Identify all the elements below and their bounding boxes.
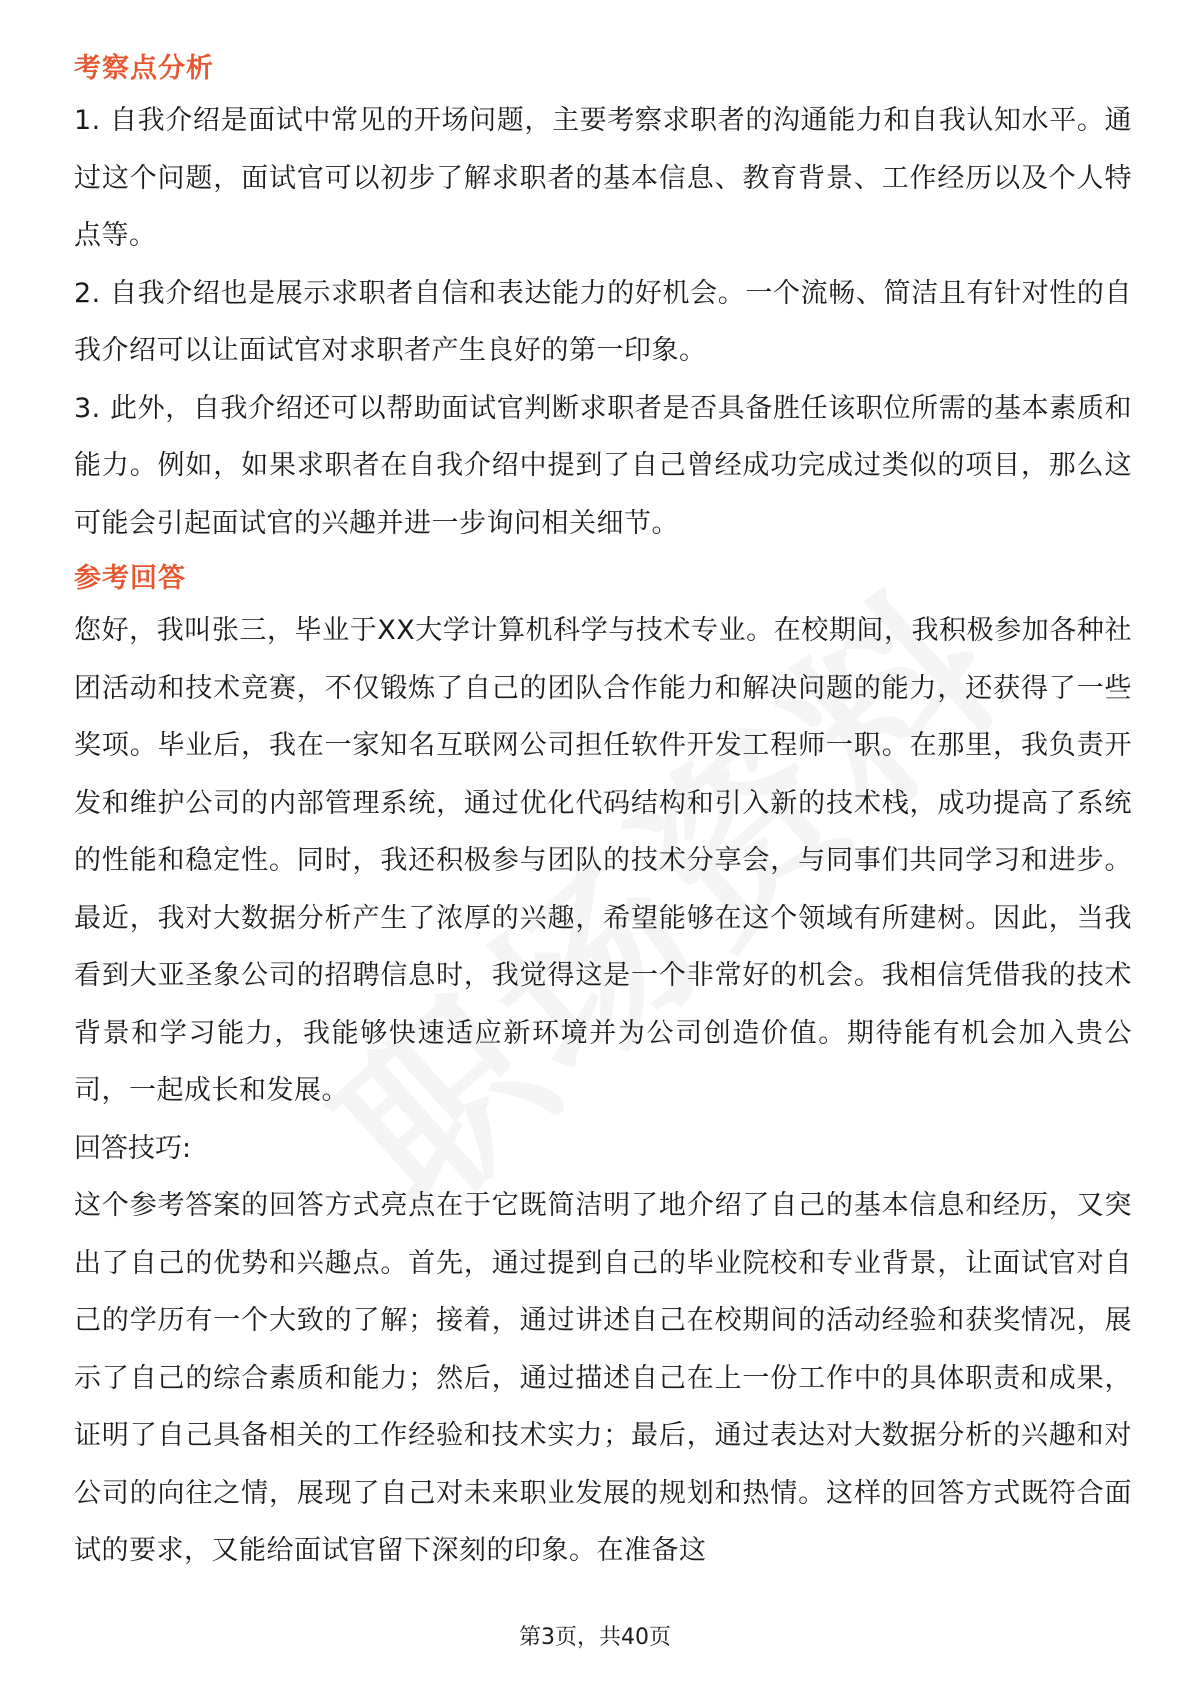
analysis-heading: 考察点分析 <box>74 53 214 84</box>
analysis-point-3: 3. 此外，自我介绍还可以帮助面试官判断求职者是否具备胜任该职位所需的基本素质和能力。例如，如果求职者在自我介绍中提到了自己曾经成功完成过类似的项目，那么这可能会引起面试官的兴趣并进一步询问相关细节。 <box>74 392 1132 539</box>
analysis-point-2: 2. 自我介绍也是展示求职者自信和表达能力的好机会。一个流畅、简洁且有针对性的自我介绍可以让面试官对求职者产生良好的第一印象。 <box>74 277 1132 366</box>
page-indicator: 第3页，共40页 <box>519 1625 671 1650</box>
analysis-point-1: 1. 自我介绍是面试中常见的开场问题，主要考察求职者的沟通能力和自我认知水平。通过这个问题，面试官可以初步了解求职者的基本信息、教育背景、工作经历以及个人特点等。 <box>74 105 1132 251</box>
document-page <box>74 46 1132 1580</box>
reference-heading: 参考回答 <box>74 563 186 594</box>
reference-answer: 您好，我叫张三，毕业于XX大学计算机科学与技术专业。在校期间，我积极参加各种社团活动和技术竞赛，不仅锻炼了自己的团队合作能力和解决问题的能力，还获得了一些奖项。毕业后，我在一家知名互联网公司担任软件开发工程师一职。在那里，我负责开发和维护公司的内部管理系统，通过优化代码结构和引入新的技术栈，成功提高了系统的性能和稳定性。同时，我还积极参与团队的技术分享会，与同事们共同学习和进步。最近，我对大数据分析产生了浓厚的兴趣，希望能够在这个领域有所建树。因此，当我看到大亚圣象公司的招聘信息时，我觉得这是一个非常好的机会。我相信凭借我的技术背景和学习能力，我能够快速适应新环境并为公司创造价值。期待能有机会加入贵公司，一起成长和发展。 <box>74 615 1132 1106</box>
tips-label: 回答技巧: <box>74 1132 192 1164</box>
tips-text: 这个参考答案的回答方式亮点在于它既简洁明了地介绍了自己的基本信息和经历，又突出了自己的优势和兴趣点。首先，通过提到自己的毕业院校和专业背景，让面试官对自己的学历有一个大致的了解；接着，通过讲述自己在校期间的活动经验和获奖情况，展示了自己的综合素质和能力；然后，通过描述自己在上一份工作中的具体职责和成果，证明了自己具备相关的工作经验和技术实力；最后，通过表达对大数据分析的兴趣和对公司的向往之情，展现了自己对未来职业发展的规划和热情。这样的回答方式既符合面试的要求，又能给面试官留下深刻的印象。在准备这 <box>74 1190 1132 1566</box>
